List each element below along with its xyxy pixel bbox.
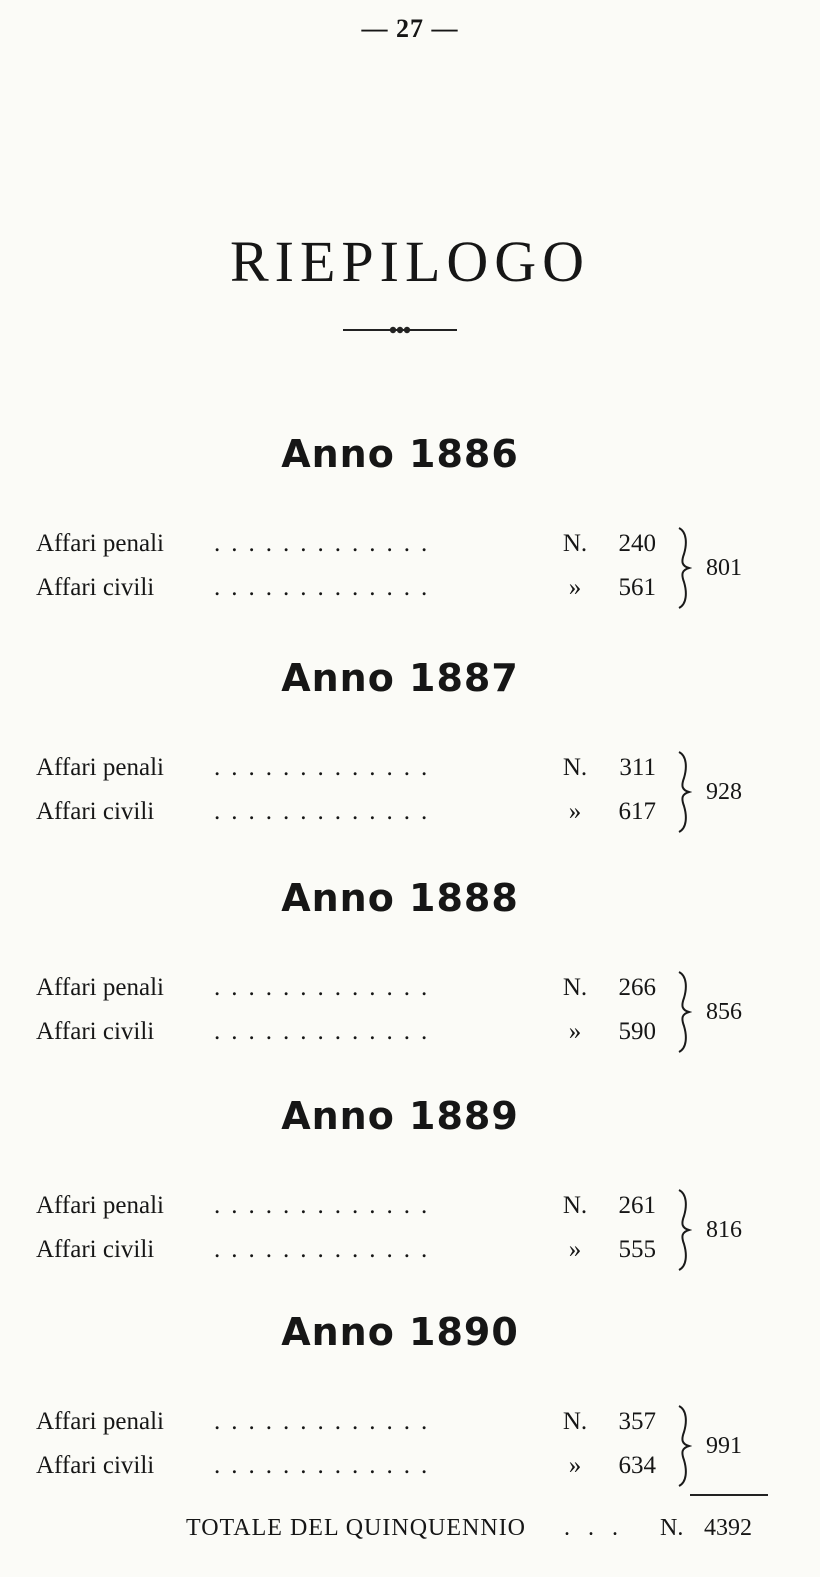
entry-label: Affari civili (36, 1236, 155, 1263)
entry-row (36, 1012, 660, 1052)
year-heading: Anno 1887 (281, 656, 519, 700)
entry-label: Affari penali (36, 530, 164, 557)
entry-prefix: » (568, 798, 582, 825)
year-block (0, 1094, 820, 1294)
year-block (0, 432, 820, 632)
entry-label: Affari civili (36, 1452, 155, 1479)
total-prefix: N. (660, 1515, 684, 1541)
leader-dots: ............. (214, 1236, 439, 1263)
ornament-divider (343, 320, 457, 340)
entry-row (36, 1402, 660, 1442)
entry-label: Affari penali (36, 754, 164, 781)
total-rule (690, 1494, 768, 1496)
entry-prefix: » (568, 1018, 582, 1045)
entry-prefix: N. (562, 754, 588, 781)
right-brace-icon (676, 1188, 692, 1272)
year-heading: Anno 1890 (281, 1310, 519, 1354)
entry-row (36, 1446, 660, 1486)
year-heading: Anno 1888 (281, 876, 519, 920)
year-subtotal: 856 (706, 999, 742, 1025)
year-block (0, 876, 820, 1076)
leader-dots: ............. (214, 1408, 439, 1435)
entry-prefix: » (568, 1452, 582, 1479)
entry-value: 634 (618, 1452, 656, 1479)
entry-label: Affari civili (36, 798, 155, 825)
year-heading: Anno 1889 (281, 1094, 519, 1138)
entry-row (36, 748, 660, 788)
leader-dots: ............. (214, 1018, 439, 1045)
leader-dots: ............. (214, 1192, 439, 1219)
year-block (0, 1310, 820, 1510)
entry-value: 357 (618, 1408, 656, 1435)
year-block (0, 656, 820, 856)
entry-value: 617 (618, 798, 656, 825)
entry-label: Affari penali (36, 1192, 164, 1219)
entry-label: Affari civili (36, 1018, 155, 1045)
entry-prefix: N. (562, 530, 588, 557)
entry-prefix: N. (562, 1408, 588, 1435)
year-heading: Anno 1886 (281, 432, 519, 476)
entry-value: 561 (618, 574, 656, 601)
total-label: TOTALE DEL QUINQUENNIO (186, 1515, 527, 1541)
right-brace-icon (676, 526, 692, 610)
year-subtotal: 991 (706, 1433, 742, 1459)
total-value: 4392 (704, 1515, 752, 1541)
entry-value: 261 (618, 1192, 656, 1219)
entry-row (36, 524, 660, 564)
entry-row (36, 568, 660, 608)
entry-row (36, 968, 660, 1008)
year-subtotal: 801 (706, 555, 742, 581)
leader-dots: ............. (214, 798, 439, 825)
entry-prefix: » (568, 574, 582, 601)
total-leader-dots: ... (564, 1515, 636, 1541)
leader-dots: ............. (214, 574, 439, 601)
entry-value: 266 (618, 974, 656, 1001)
page-number: — 27 — (361, 14, 459, 43)
entry-value: 240 (618, 530, 656, 557)
year-subtotal: 928 (706, 779, 742, 805)
right-brace-icon (676, 1404, 692, 1488)
entry-prefix: N. (562, 1192, 588, 1219)
entry-row (36, 1186, 660, 1226)
entry-label: Affari penali (36, 1408, 164, 1435)
right-brace-icon (676, 970, 692, 1054)
entry-label: Affari civili (36, 574, 155, 601)
entry-label: Affari penali (36, 974, 164, 1001)
entry-value: 555 (618, 1236, 656, 1263)
leader-dots: ............. (214, 1452, 439, 1479)
entry-value: 311 (619, 754, 656, 781)
leader-dots: ............. (214, 974, 439, 1001)
entry-prefix: N. (562, 974, 588, 1001)
year-subtotal: 816 (706, 1217, 742, 1243)
right-brace-icon (676, 750, 692, 834)
entry-value: 590 (618, 1018, 656, 1045)
entry-row (36, 1230, 660, 1270)
leader-dots: ............. (214, 530, 439, 557)
total-row (186, 1506, 786, 1550)
leader-dots: ............. (214, 754, 439, 781)
page-title: RIEPILOGO (229, 229, 591, 294)
entry-prefix: » (568, 1236, 582, 1263)
entry-row (36, 792, 660, 832)
